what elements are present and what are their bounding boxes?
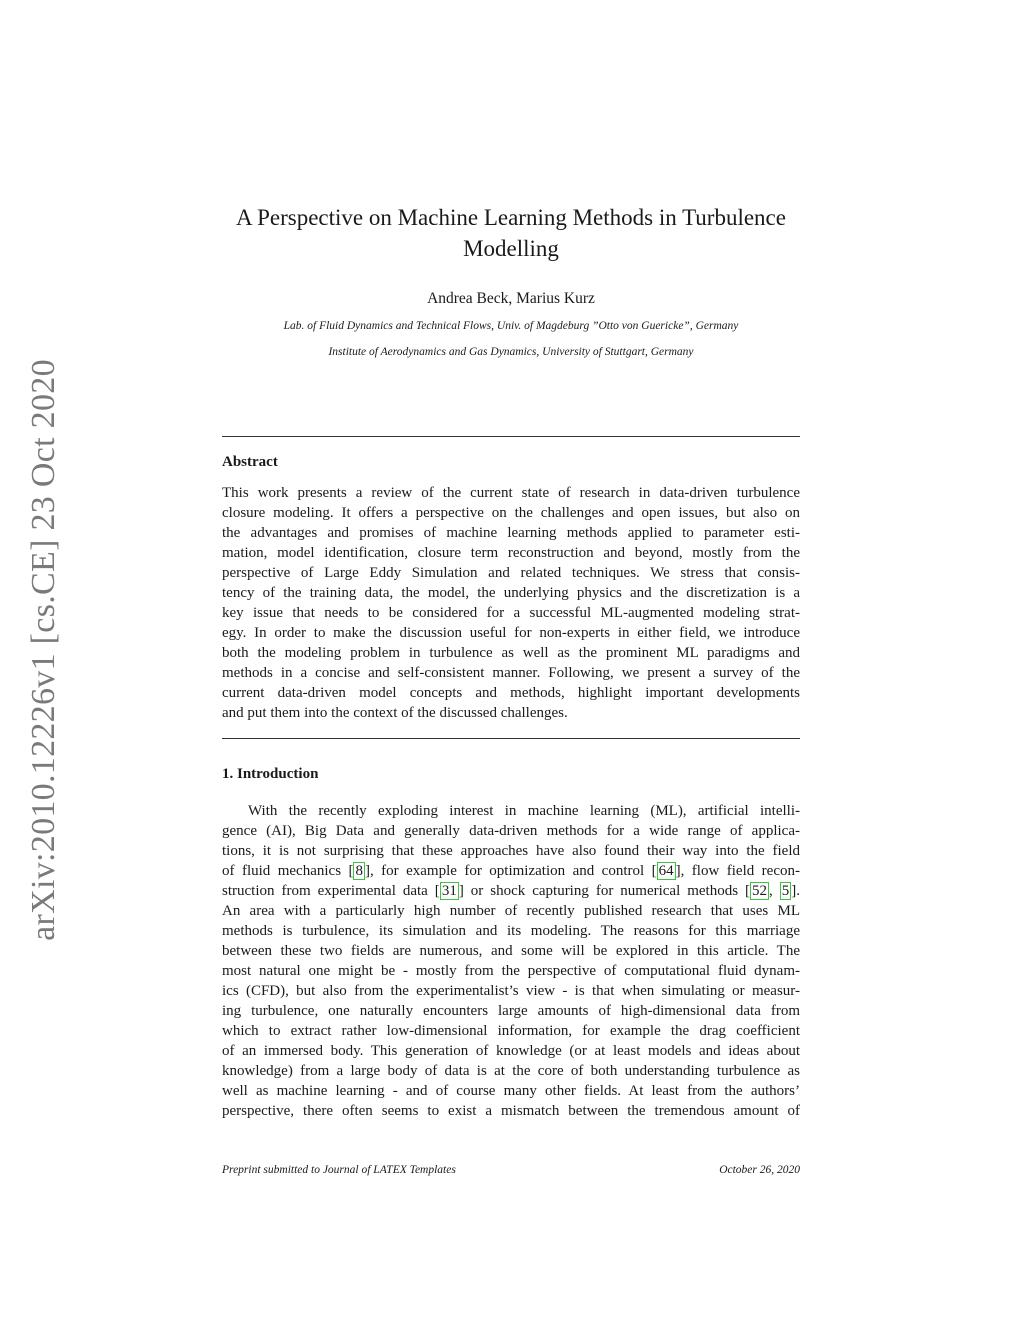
abstract-line: key issue that needs to be considered for a successful ML-augmented modeling strat- [222,605,800,621]
intro-line: tions, it is not surprising that these approaches have also found their way into the field [222,843,800,859]
intro-line: ing turbulence, one naturally encounters large amounts of high-dimensional data from [222,1003,800,1019]
citation-link[interactable]: 31 [441,883,457,899]
paper-title-line-2: Modelling [463,236,559,261]
abstract-line: perspective of Large Eddy Simulation and related techniques. We stress that consis- [222,565,800,581]
authors: Andrea Beck, Marius Kurz [427,290,595,307]
intro-line: between these two fields are numerous, and some will be explored in this article. The [222,943,800,959]
paper-title-line-1: A Perspective on Machine Learning Methods in Turbulence [236,205,786,230]
abstract-heading: Abstract [222,454,278,470]
divider-top [222,436,800,437]
abstract-line: mation, model identification, closure term reconstruction and beyond, mostly from the [222,545,800,561]
intro-line: gence (AI), Big Data and generally data-driven methods for a wide range of applica- [222,823,800,839]
intro-line: ics (CFD), but also from the experimentalist’s view - is that when simulating or measur- [222,983,800,999]
divider-bottom [222,738,800,739]
arxiv-identifier [24,355,64,945]
intro-line: knowledge) from a large body of data is at the core of both understanding turbulence as [222,1063,800,1079]
footer-date: October 26, 2020 [719,1164,800,1176]
abstract-line: This work presents a review of the current state of research in data-driven turbulence [222,485,800,501]
intro-text: of fluid mechanics [ [222,863,354,879]
intro-text: struction from experimental data [ [222,883,440,899]
affiliation-2: Institute of Aerodynamics and Gas Dynamics, University of Stuttgart, Germany [328,346,694,358]
intro-line: An area with a particularly high number of recently published research that uses ML [222,903,800,919]
intro-line: With the recently exploding interest in machine learning (ML), artificial intelli- [248,803,800,819]
abstract-line: egy. In order to make the discussion useful for non-experts in either field, we introduce [222,625,800,641]
footer-journal: Preprint submitted to Journal of LATEX Templates [222,1164,456,1176]
citation-link[interactable]: 8 [355,863,363,879]
intro-line: well as machine learning - and of course many other fields. At least from the authors’ [222,1083,800,1099]
citation-link[interactable]: 52 [752,883,768,899]
intro-line: perspective, there often seems to exist a mismatch between the tremendous amount of [222,1103,800,1119]
intro-line: most natural one might be - mostly from the perspective of computational fluid dynam- [222,963,800,979]
abstract-line: tency of the training data, the model, the underlying physics and the discretization is a [222,585,800,601]
intro-text: ] or shock capturing for numerical methods [ [458,883,751,899]
introduction-body [222,801,800,1121]
intro-line [222,881,800,901]
citation-link[interactable]: 5 [781,883,790,899]
intro-text: ]. [791,883,801,899]
abstract-line: the advantages and promises of machine learning methods applied to parameter esti- [222,525,800,541]
introduction-heading: 1. Introduction [222,766,319,782]
abstract-line: both the modeling problem in turbulence as well as the prominent ML paradigms and [222,645,800,661]
affiliation-1: Lab. of Fluid Dynamics and Technical Flows, Univ. of Magdeburg ”Otto von Guericke”, Germany [283,320,739,332]
paper-title [222,202,800,264]
citation-link[interactable]: 64 [658,863,674,879]
intro-line: of an immersed body. This generation of knowledge (or at least models and ideas about [222,1043,800,1059]
abstract-line: methods in a concise and self-consistent manner. Following, we present a survey of the [222,665,800,681]
intro-line: methods is turbulence, its simulation and its modeling. The reasons for this marriage [222,923,800,939]
intro-text: , [769,883,780,899]
abstract-line: and put them into the context of the discussed challenges. [222,705,568,721]
abstract-line: current data-driven model concepts and methods, highlight important developments [222,685,800,701]
abstract-line: closure modeling. It offers a perspective on the challenges and open issues, but also on [222,505,800,521]
abstract-body [222,483,800,723]
intro-line [222,861,800,881]
arxiv-identifier-text: arXiv:2010.12226v1 [cs.CE] 23 Oct 2020 [25,359,62,941]
intro-line: which to extract rather low-dimensional information, for example the drag coefficient [222,1023,800,1039]
intro-text: ], flow field recon- [675,863,800,879]
intro-text: ], for example for optimization and control [ [364,863,657,879]
